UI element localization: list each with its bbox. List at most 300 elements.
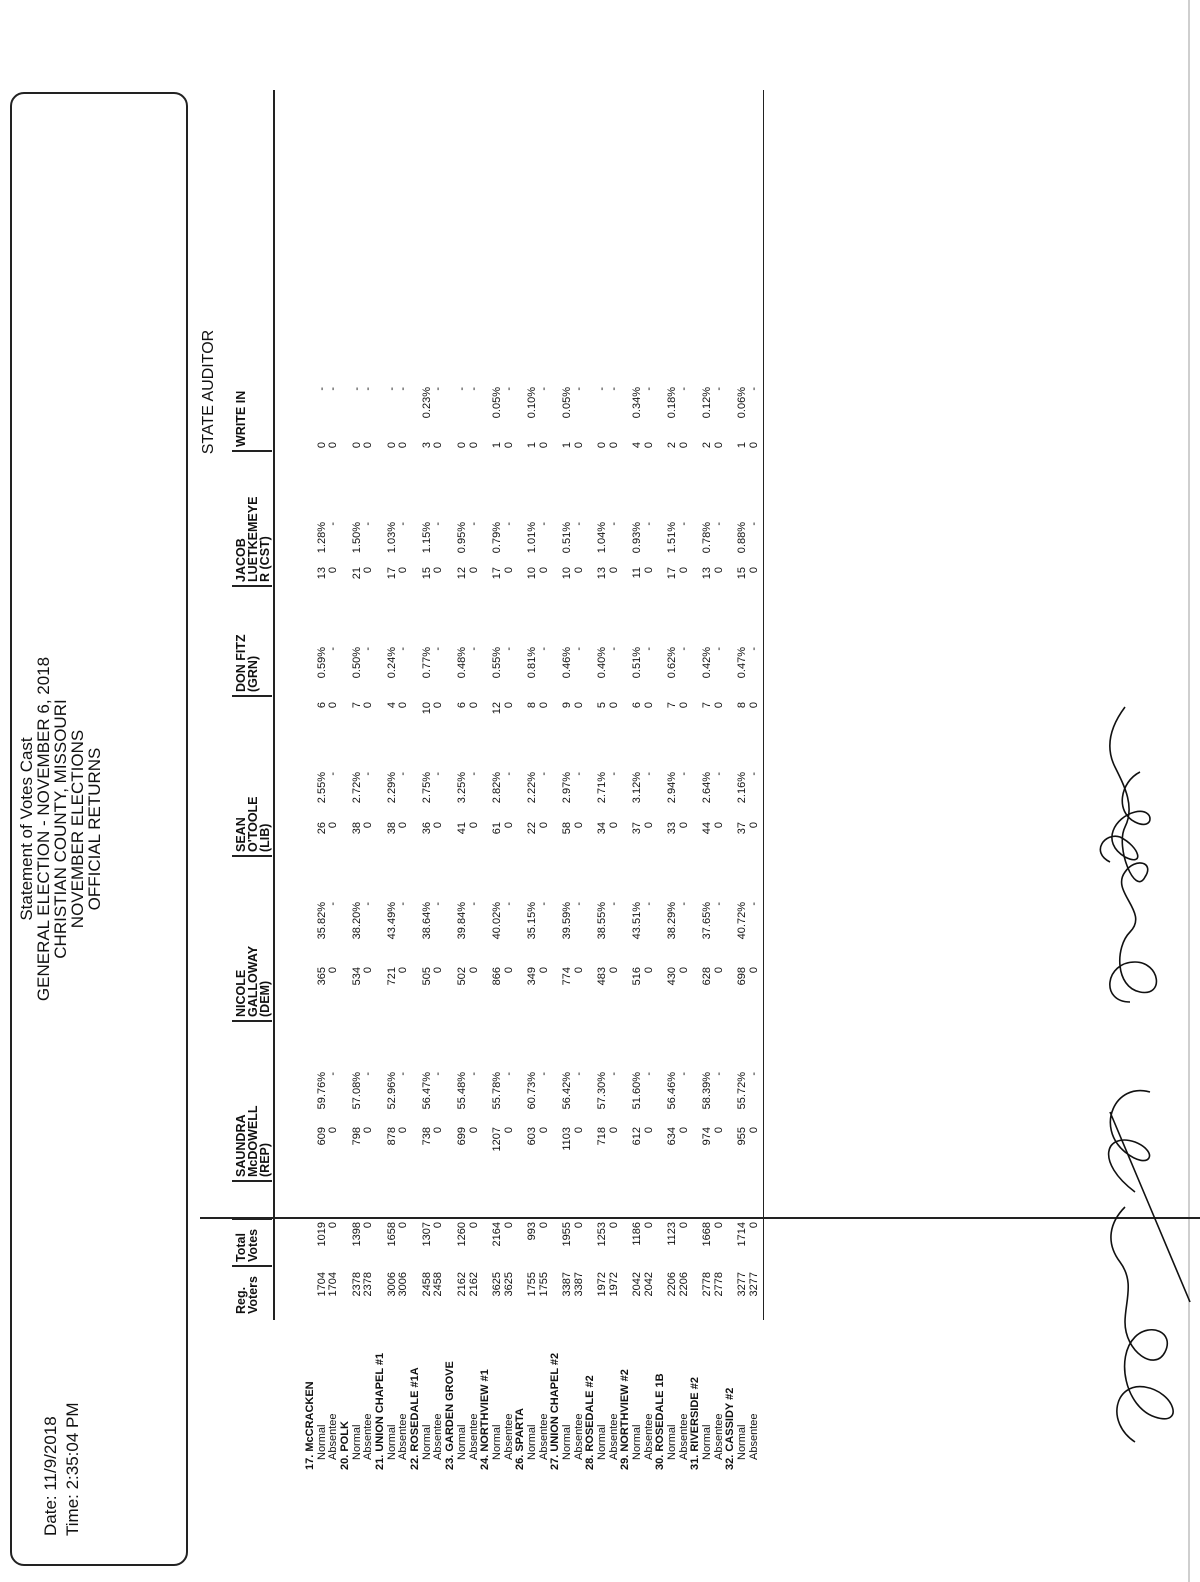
column-header-candidate — [235, 946, 271, 1017]
candidate-votes-cell: 0 — [607, 1127, 620, 1134]
reg-voters-cell: 2162 — [455, 1272, 468, 1297]
total-votes-cell: 1398 — [350, 1222, 363, 1247]
candidate-percent-cell: - — [537, 387, 550, 391]
candidate-votes-cell: 0 — [362, 822, 375, 829]
title-line: GENERAL ELECTION - NOVEMBER 6, 2018 — [34, 656, 53, 1002]
candidate-percent-cell: - — [607, 387, 620, 391]
candidate-votes-cell: 0 — [712, 822, 725, 829]
candidate-percent-cell: - — [502, 772, 515, 776]
candidate-percent-cell: - — [432, 772, 445, 776]
vote-type-label: Absentee — [572, 1413, 585, 1460]
candidate-percent-cell: 0.93% — [631, 522, 644, 554]
total-votes-cell: 0 — [397, 1222, 410, 1229]
candidate-percent-cell: 1.51% — [666, 522, 679, 554]
candidate-votes-cell: 12 — [455, 567, 468, 580]
candidate-percent-cell: 39.84% — [455, 902, 468, 940]
candidate-percent-cell: - — [537, 647, 550, 651]
candidate-percent-cell: - — [642, 387, 655, 391]
candidate-votes-cell: 0 — [432, 1127, 445, 1134]
candidate-percent-cell: - — [642, 647, 655, 651]
candidate-percent-cell: - — [362, 387, 375, 391]
candidate-votes-cell: 0 — [677, 567, 690, 574]
precinct-name: 17. McCRACKEN — [304, 1381, 316, 1470]
candidate-percent-cell: - — [747, 1072, 760, 1076]
candidate-votes-cell: 10 — [560, 567, 573, 580]
reg-voters-cell: 3006 — [385, 1272, 398, 1297]
candidate-percent-cell: 0.06% — [736, 387, 749, 419]
candidate-percent-cell: - — [397, 522, 410, 526]
column-header-line: (DEM) — [258, 980, 272, 1017]
candidate-votes-cell: 1 — [560, 442, 573, 449]
candidate-percent-cell: 0.18% — [666, 387, 679, 419]
candidate-votes-cell: 0 — [677, 702, 690, 709]
candidate-votes-cell: 5 — [596, 702, 608, 709]
candidate-votes-cell: 17 — [490, 567, 503, 580]
vote-type-label: Normal — [560, 1424, 573, 1460]
candidate-votes-cell: 634 — [666, 1127, 679, 1146]
candidate-percent-cell: - — [537, 772, 550, 776]
candidate-percent-cell: 0.88% — [736, 522, 749, 554]
candidate-percent-cell: - — [327, 387, 340, 391]
candidate-votes-cell: 0 — [502, 1127, 515, 1134]
candidate-votes-cell: 866 — [490, 967, 503, 986]
candidate-percent-cell: 2.22% — [525, 772, 538, 804]
vote-type-label: Absentee — [502, 1413, 515, 1460]
candidate-percent-cell: - — [362, 1072, 375, 1076]
candidate-votes-cell: 0 — [327, 822, 340, 829]
candidate-votes-cell: 0 — [642, 702, 655, 709]
candidate-votes-cell: 0 — [537, 967, 550, 974]
candidate-votes-cell: 0 — [572, 567, 585, 574]
reg-voters-cell: 2206 — [666, 1272, 679, 1297]
column-header-divider — [232, 586, 272, 588]
candidate-percent-cell: - — [432, 387, 445, 391]
vote-type-label: Normal — [455, 1424, 468, 1460]
candidate-votes-cell: 0 — [362, 967, 375, 974]
candidate-votes-cell: 0 — [397, 702, 410, 709]
candidate-percent-cell: 56.46% — [666, 1072, 679, 1110]
candidate-percent-cell: - — [607, 522, 620, 526]
column-header-reg-voters — [235, 1276, 259, 1314]
column-header-divider — [232, 856, 272, 858]
column-header-candidate — [235, 796, 271, 852]
candidate-percent-cell: 2.71% — [596, 772, 608, 804]
reg-voters-cell: 2206 — [677, 1272, 690, 1297]
candidate-votes-cell: 6 — [631, 702, 644, 709]
reg-voters-cell: 2042 — [631, 1272, 644, 1297]
candidate-percent-cell: 35.15% — [525, 902, 538, 940]
column-header-line: O'TOOLE — [246, 796, 260, 852]
total-votes-cell: 0 — [607, 1222, 620, 1229]
total-votes-cell: 0 — [362, 1222, 375, 1229]
candidate-percent-cell: - — [747, 772, 760, 776]
candidate-percent-cell: - — [362, 902, 375, 906]
candidate-percent-cell: 1.15% — [420, 522, 433, 554]
reg-voters-cell: 1704 — [315, 1272, 328, 1297]
candidate-percent-cell: - — [677, 647, 690, 651]
candidate-percent-cell: 55.72% — [736, 1072, 749, 1110]
total-votes-cell: 0 — [747, 1222, 760, 1229]
candidate-votes-cell: 0 — [712, 567, 725, 574]
total-votes-cell: 1123 — [666, 1222, 679, 1246]
candidate-percent-cell: 40.02% — [490, 902, 503, 940]
candidate-votes-cell: 44 — [701, 822, 714, 835]
candidate-votes-cell: 22 — [525, 822, 538, 835]
reg-voters-cell: 2378 — [350, 1272, 363, 1297]
candidate-votes-cell: 0 — [385, 442, 398, 449]
vote-type-label: Absentee — [607, 1413, 620, 1460]
title-line: OFFICIAL RETURNS — [85, 747, 104, 911]
candidate-votes-cell: 1 — [490, 442, 503, 449]
column-header-line: Total — [234, 1233, 248, 1262]
candidate-percent-cell: - — [362, 647, 375, 651]
candidate-votes-cell: 4 — [385, 702, 398, 709]
candidate-votes-cell: 2 — [701, 442, 714, 449]
candidate-percent-cell: 38.20% — [350, 902, 363, 940]
candidate-percent-cell: - — [642, 772, 655, 776]
precinct-name: 32. CASSIDY #2 — [724, 1387, 737, 1470]
candidate-percent-cell: - — [747, 647, 760, 651]
candidate-percent-cell: 0.34% — [631, 387, 644, 419]
candidate-votes-cell: 15 — [736, 567, 749, 580]
candidate-percent-cell: 56.42% — [560, 1072, 573, 1110]
candidate-percent-cell: 58.39% — [701, 1072, 714, 1110]
candidate-percent-cell: - — [432, 902, 445, 906]
candidate-percent-cell: 2.55% — [315, 772, 328, 804]
candidate-percent-cell: 55.78% — [490, 1072, 503, 1110]
candidate-votes-cell: 0 — [502, 702, 515, 709]
precinct-name: 29. NORTHVIEW #2 — [619, 1369, 632, 1470]
candidate-votes-cell: 0 — [747, 567, 760, 574]
column-header-line: JACOB — [234, 538, 248, 582]
reg-voters-cell: 3006 — [397, 1272, 410, 1297]
candidate-percent-cell: 51.60% — [631, 1072, 644, 1110]
signature-2 — [1110, 707, 1157, 1002]
candidate-votes-cell: 0 — [467, 967, 480, 974]
candidate-votes-cell: 36 — [420, 822, 433, 835]
candidate-percent-cell: 1.04% — [596, 522, 608, 554]
title-line: CHRISTIAN COUNTY, MISSOURI — [51, 699, 70, 959]
candidate-votes-cell: 699 — [455, 1127, 468, 1146]
candidate-votes-cell: 0 — [327, 967, 340, 974]
report-date: Date: 11/9/2018 — [41, 1416, 60, 1536]
candidate-votes-cell: 0 — [502, 567, 515, 574]
candidate-percent-cell: 38.64% — [420, 902, 433, 940]
vote-type-label: Normal — [525, 1424, 538, 1460]
candidate-votes-cell: 6 — [455, 702, 468, 709]
candidate-percent-cell: 2.72% — [350, 772, 363, 804]
reg-voters-cell: 3277 — [747, 1272, 760, 1297]
candidate-votes-cell: 0 — [677, 442, 690, 449]
title-line: NOVEMBER ELECTIONS — [68, 729, 87, 929]
column-header-divider — [232, 1181, 272, 1183]
vote-type-label: Normal — [631, 1424, 644, 1460]
vote-type-label: Absentee — [327, 1413, 340, 1460]
candidate-percent-cell: 1.01% — [525, 522, 538, 554]
candidate-votes-cell: 0 — [432, 822, 445, 829]
candidate-votes-cell: 0 — [712, 442, 725, 449]
candidate-votes-cell: 612 — [631, 1127, 644, 1146]
candidate-percent-cell: - — [712, 772, 725, 776]
candidate-percent-cell: - — [397, 1072, 410, 1076]
candidate-votes-cell: 974 — [701, 1127, 714, 1146]
candidate-percent-cell: - — [747, 522, 760, 526]
candidate-percent-cell: - — [397, 647, 410, 651]
total-votes-cell: 1658 — [385, 1222, 398, 1247]
candidate-percent-cell: - — [362, 772, 375, 776]
column-header-candidate — [235, 1105, 271, 1177]
candidate-percent-cell: 0.05% — [560, 387, 573, 419]
candidate-votes-cell: 1 — [736, 442, 749, 449]
candidate-votes-cell: 878 — [385, 1127, 398, 1146]
candidate-percent-cell: - — [397, 902, 410, 906]
vote-type-label: Normal — [385, 1424, 398, 1460]
candidate-votes-cell: 0 — [607, 567, 620, 574]
total-votes-cell: 1186 — [631, 1222, 644, 1246]
candidate-votes-cell: 0 — [397, 822, 410, 829]
vote-type-label: Normal — [350, 1424, 363, 1460]
candidate-votes-cell: 0 — [642, 567, 655, 574]
candidate-votes-cell: 0 — [572, 822, 585, 829]
total-votes-cell: 0 — [467, 1222, 480, 1229]
vote-type-label: Normal — [701, 1424, 714, 1460]
total-votes-cell: 1019 — [315, 1222, 328, 1247]
candidate-percent-cell: 0.95% — [455, 522, 468, 554]
candidate-percent-cell: 0.55% — [490, 647, 503, 679]
contest-title: STATE AUDITOR — [200, 329, 217, 455]
candidate-votes-cell: 0 — [537, 822, 550, 829]
reg-voters-cell: 1972 — [596, 1272, 608, 1297]
reg-voters-cell: 1704 — [327, 1272, 340, 1297]
candidate-votes-cell: 0 — [712, 1127, 725, 1134]
candidate-percent-cell: - — [642, 522, 655, 526]
candidate-percent-cell: 0.42% — [701, 647, 714, 679]
candidate-percent-cell: 0.10% — [525, 387, 538, 419]
candidate-percent-cell: - — [607, 1072, 620, 1076]
candidate-percent-cell: - — [327, 1072, 340, 1076]
vote-type-label: Absentee — [467, 1413, 480, 1460]
candidate-votes-cell: 698 — [736, 967, 749, 986]
candidate-percent-cell: - — [432, 1072, 445, 1076]
precinct-name: 20. POLK — [339, 1421, 352, 1470]
candidate-votes-cell: 798 — [350, 1127, 363, 1146]
vote-type-label: Absentee — [432, 1413, 445, 1460]
candidate-votes-cell: 6 — [315, 702, 328, 709]
candidate-percent-cell: - — [327, 772, 340, 776]
candidate-votes-cell: 0 — [747, 702, 760, 709]
candidate-percent-cell: - — [642, 902, 655, 906]
candidate-percent-cell: - — [572, 387, 585, 391]
candidate-votes-cell: 38 — [350, 822, 363, 835]
candidate-percent-cell: 37.65% — [701, 902, 714, 940]
candidate-votes-cell: 0 — [327, 567, 340, 574]
candidate-votes-cell: 0 — [327, 702, 340, 709]
candidate-votes-cell: 13 — [315, 567, 328, 580]
candidate-percent-cell: - — [712, 647, 725, 651]
candidate-percent-cell: 1.28% — [315, 522, 328, 554]
candidate-votes-cell: 34 — [596, 822, 608, 835]
candidate-percent-cell: 43.51% — [631, 902, 644, 940]
precinct-name: 22. ROSEDALE #1A — [409, 1367, 422, 1470]
column-header-line: (GRN) — [246, 655, 260, 692]
candidate-votes-cell: 0 — [642, 822, 655, 829]
candidate-percent-cell: 0.47% — [736, 647, 749, 679]
candidate-votes-cell: 0 — [467, 822, 480, 829]
candidate-percent-cell: - — [385, 387, 398, 391]
candidate-percent-cell: 0.79% — [490, 522, 503, 554]
candidate-votes-cell: 0 — [572, 1127, 585, 1134]
candidate-votes-cell: 7 — [666, 702, 679, 709]
column-header-divider — [232, 1021, 272, 1023]
candidate-percent-cell: 0.50% — [350, 647, 363, 679]
candidate-votes-cell: 0 — [432, 442, 445, 449]
candidate-votes-cell: 0 — [642, 442, 655, 449]
candidate-votes-cell: 516 — [631, 967, 644, 986]
column-header-candidate — [235, 391, 247, 447]
candidate-percent-cell: - — [467, 1072, 480, 1076]
candidate-votes-cell: 1 — [525, 442, 538, 449]
candidate-percent-cell: - — [327, 647, 340, 651]
column-header-line: GALLOWAY — [246, 945, 260, 1017]
column-header-line: DON FITZ — [234, 634, 248, 692]
candidate-votes-cell: 61 — [490, 822, 503, 835]
column-header-line: Reg. — [234, 1286, 248, 1314]
candidate-percent-cell: - — [572, 902, 585, 906]
candidate-votes-cell: 955 — [736, 1127, 749, 1146]
total-votes-cell: 0 — [502, 1222, 515, 1229]
candidate-votes-cell: 10 — [420, 702, 433, 715]
candidate-votes-cell: 0 — [467, 1127, 480, 1134]
reg-voters-cell: 2378 — [362, 1272, 375, 1297]
candidate-votes-cell: 0 — [747, 442, 760, 449]
reg-voters-cell: 3387 — [572, 1272, 585, 1297]
candidate-percent-cell: - — [712, 387, 725, 391]
vote-type-label: Normal — [490, 1424, 503, 1460]
candidate-votes-cell: 0 — [362, 702, 375, 709]
candidate-votes-cell: 0 — [362, 567, 375, 574]
candidate-votes-cell: 0 — [596, 442, 608, 449]
candidate-votes-cell: 0 — [327, 442, 340, 449]
candidate-votes-cell: 0 — [677, 822, 690, 829]
candidate-votes-cell: 502 — [455, 967, 468, 986]
candidate-percent-cell: - — [712, 522, 725, 526]
candidate-votes-cell: 9 — [560, 702, 573, 709]
candidate-votes-cell: 0 — [467, 442, 480, 449]
reg-voters-cell: 3625 — [490, 1272, 503, 1297]
candidate-percent-cell: - — [502, 522, 515, 526]
total-votes-cell: 1260 — [455, 1222, 468, 1247]
candidate-votes-cell: 37 — [631, 822, 644, 835]
signature-4 — [1109, 1091, 1150, 1192]
vote-type-label: Absentee — [677, 1413, 690, 1460]
candidate-percent-cell: 0.48% — [455, 647, 468, 679]
candidate-percent-cell: - — [607, 902, 620, 906]
reg-voters-cell: 3625 — [502, 1272, 515, 1297]
candidate-votes-cell: 37 — [736, 822, 749, 835]
total-votes-cell: 1253 — [596, 1222, 608, 1247]
precinct-name: 30. ROSEDALE 1B — [654, 1373, 667, 1470]
candidate-votes-cell: 718 — [596, 1127, 608, 1146]
candidate-votes-cell: 13 — [701, 567, 714, 580]
candidate-percent-cell: - — [502, 387, 515, 391]
precinct-name: 23. GARDEN GROVE — [444, 1361, 457, 1470]
candidate-votes-cell: 603 — [525, 1127, 538, 1146]
vote-type-label: Absentee — [642, 1413, 655, 1460]
candidate-percent-cell: 0.81% — [525, 647, 538, 679]
candidate-percent-cell: 0.77% — [420, 647, 433, 679]
column-header-line: R (CST) — [258, 536, 272, 582]
vote-type-label: Normal — [420, 1424, 433, 1460]
column-header-line: (LIB) — [258, 823, 272, 852]
column-header-divider — [232, 451, 272, 453]
total-votes-cell: 0 — [572, 1222, 585, 1229]
candidate-percent-cell: 0.23% — [420, 387, 433, 419]
candidate-percent-cell: - — [467, 647, 480, 651]
reg-voters-cell: 3277 — [736, 1272, 749, 1297]
candidate-percent-cell: - — [572, 772, 585, 776]
candidate-votes-cell: 0 — [607, 442, 620, 449]
candidate-votes-cell: 0 — [537, 1127, 550, 1134]
candidate-votes-cell: 0 — [747, 967, 760, 974]
candidate-votes-cell: 2 — [666, 442, 679, 449]
candidate-percent-cell: - — [537, 1072, 550, 1076]
vote-type-label: Normal — [736, 1424, 749, 1460]
vote-type-label: Absentee — [362, 1413, 375, 1460]
candidate-votes-cell: 3 — [420, 442, 433, 449]
candidate-votes-cell: 505 — [420, 967, 433, 986]
total-votes-cell: 1668 — [701, 1222, 714, 1247]
vote-type-label: Normal — [315, 1424, 328, 1460]
vote-type-label: Normal — [666, 1424, 679, 1460]
candidate-percent-cell: 60.73% — [525, 1072, 538, 1110]
candidate-percent-cell: 0.78% — [701, 522, 714, 554]
candidate-percent-cell: - — [455, 387, 468, 391]
total-votes-cell: 0 — [642, 1222, 655, 1229]
candidate-percent-cell: - — [327, 902, 340, 906]
candidate-percent-cell: - — [397, 772, 410, 776]
total-votes-cell: 1955 — [560, 1222, 573, 1247]
total-votes-cell: 0 — [327, 1222, 340, 1229]
signature-slash — [1110, 1112, 1190, 1302]
candidate-percent-cell: - — [467, 772, 480, 776]
candidate-percent-cell: - — [502, 902, 515, 906]
candidate-percent-cell: 57.08% — [350, 1072, 363, 1110]
candidate-percent-cell: 0.59% — [315, 647, 328, 679]
column-header-line: LUETKEMEYE — [246, 496, 260, 582]
candidate-votes-cell: 0 — [467, 567, 480, 574]
candidate-percent-cell: 0.40% — [596, 647, 608, 679]
precinct-name: 31. RIVERSIDE #2 — [689, 1377, 702, 1470]
candidate-votes-cell: 534 — [350, 967, 363, 986]
candidate-percent-cell: 59.76% — [315, 1072, 328, 1110]
title-line: Statement of Votes Cast — [17, 737, 36, 921]
candidate-percent-cell: 2.16% — [736, 772, 749, 804]
column-header-candidate — [235, 497, 271, 582]
vote-type-label: Absentee — [397, 1413, 410, 1460]
candidate-percent-cell: - — [362, 522, 375, 526]
candidate-percent-cell: - — [747, 902, 760, 906]
vote-type-label: Absentee — [747, 1413, 760, 1460]
candidate-percent-cell: - — [747, 387, 760, 391]
candidate-votes-cell: 17 — [385, 567, 398, 580]
candidate-percent-cell: 56.47% — [420, 1072, 433, 1110]
candidate-percent-cell: 0.05% — [490, 387, 503, 419]
column-header-line: SAUNDRA — [234, 1114, 248, 1177]
candidate-votes-cell: 12 — [490, 702, 503, 715]
column-header-line: McDOWELL — [246, 1105, 260, 1177]
candidate-votes-cell: 0 — [455, 442, 468, 449]
candidate-votes-cell: 26 — [315, 822, 328, 835]
